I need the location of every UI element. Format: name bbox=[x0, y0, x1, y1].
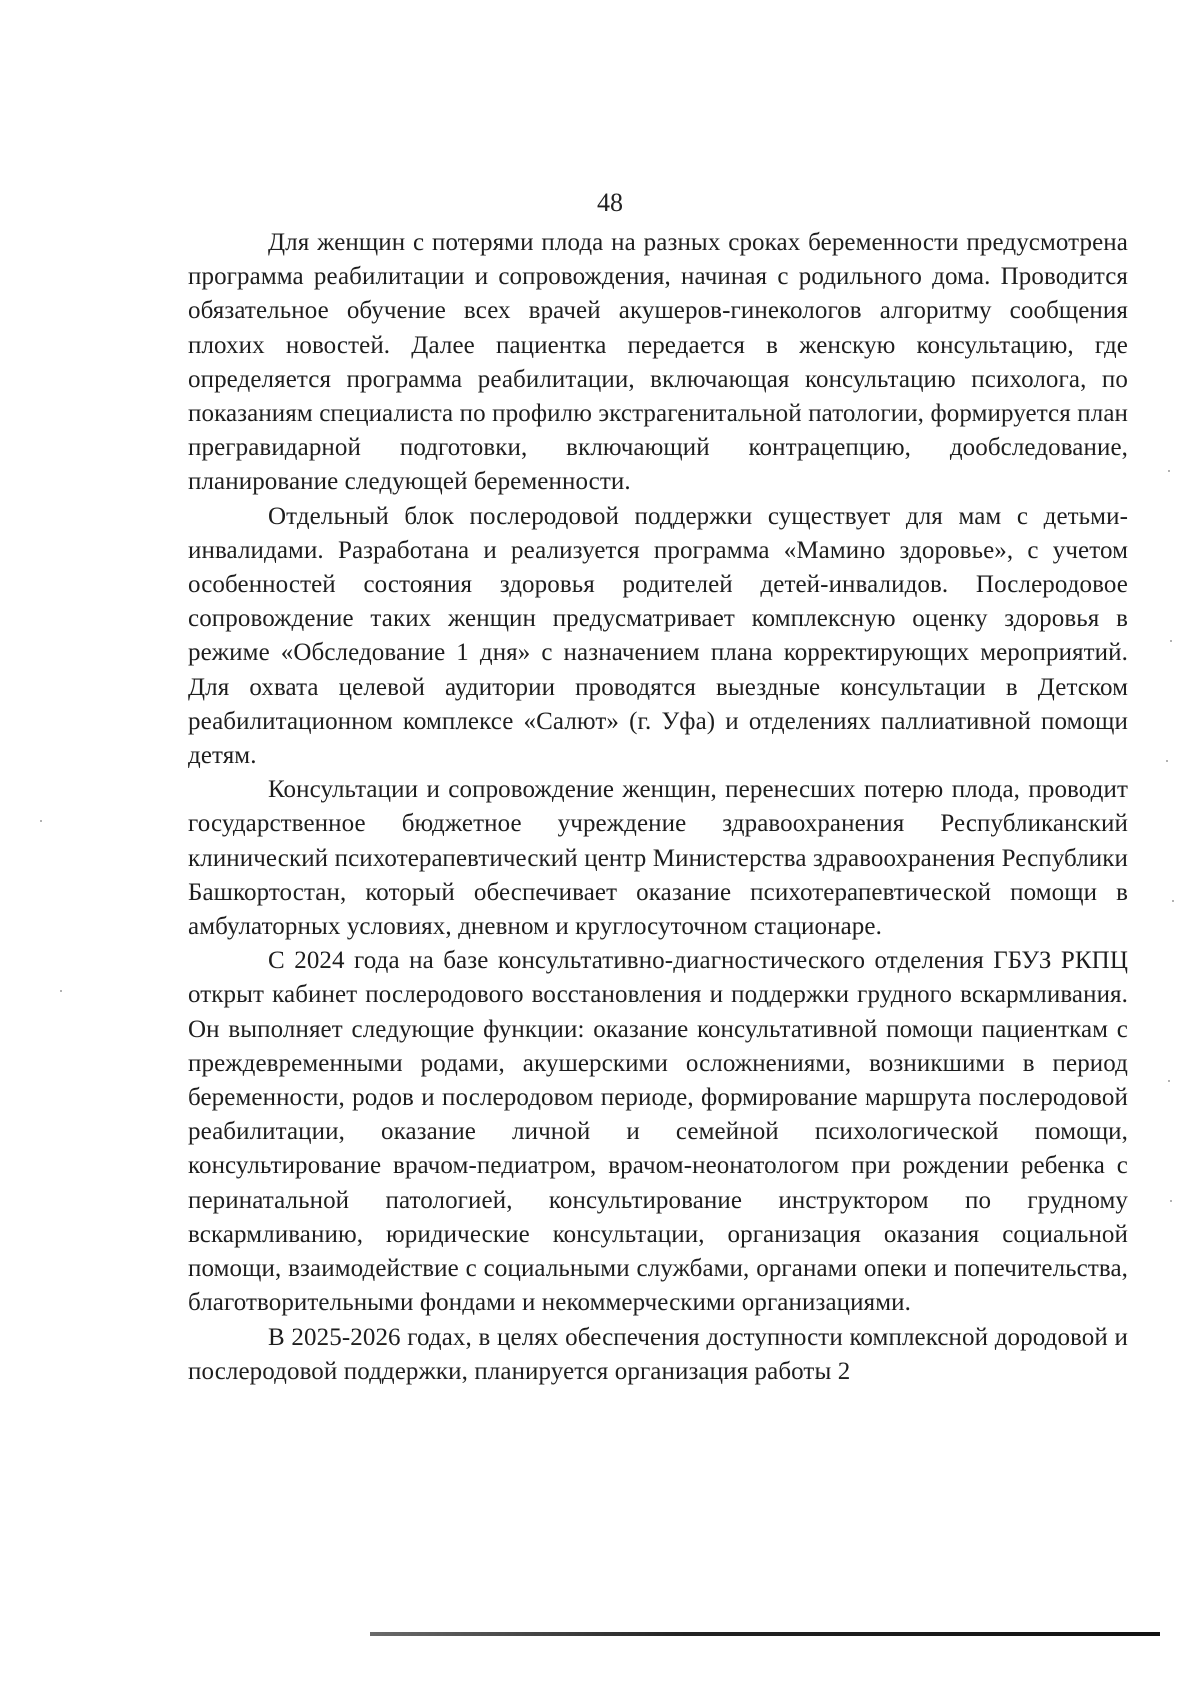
scan-speck bbox=[1172, 900, 1174, 902]
scan-speck bbox=[60, 990, 62, 992]
scan-speck bbox=[1168, 1080, 1170, 1082]
paragraph-pregnancy-loss-rehabilitation: Для женщин с потерями плода на разных сроках беременности предусмотрена программа реабилитации и сопровождения, начиная с родильного дома. Проводится обязательное обучение всех врачей акушеров-гинекологов алгоритму сообщения плохих новостей. Далее пациентка передается в женскую консультацию, где определяется программа реабилитации, включающая консультацию психолога, по показаниям специалиста по профилю экстрагенитальной патологии, формируется план прегравидарной подготовки, включающий контрацепцию, дообследование, планирование следующей беременности. bbox=[188, 229, 1128, 496]
paragraph-postpartum-office-2024: С 2024 года на базе консультативно-диагностического отделения ГБУЗ РКПЦ открыт кабинет послеродового восстановления и поддержки грудного вскармливания. Он выполняет следующие функции: оказание консультативной помощи пациенткам с преждевременными родами, акушерскими осложнениями, возникшими в период беременности, родов и послеродовом периоде, формирование маршрута послеродовой реабилитации, оказание личной и семейной психологической помощи, консультирование врачом-педиатром, врачом-неонатологом при рождении ребенка с перинатальной патологией, консультирование инструктором по грудному вскармливанию, юридические консультации, организация оказания социальной помощи, взаимодействие с социальными службами, органами опеки и попечительства, благотворительными фондами и некоммерческими организациями. bbox=[188, 947, 1128, 1317]
scan-speck bbox=[1168, 470, 1170, 472]
bottom-scan-line bbox=[370, 1632, 1160, 1636]
document-body bbox=[188, 226, 1128, 1389]
page-number: 48 bbox=[597, 188, 623, 217]
scan-speck bbox=[1170, 640, 1172, 642]
scan-speck bbox=[40, 820, 42, 822]
paragraph-psychotherapy-center: Консультации и сопровождение женщин, перенесших потерю плода, проводит государственное бюджетное учреждение здравоохранения Республиканский клинический психотерапевтический центр Министерства здравоохранения Республики Башкортостан, который обеспечивает оказание психотерапевтической помощи в амбулаторных условиях, дневном и круглосуточном стационаре. bbox=[188, 776, 1128, 941]
scan-speck bbox=[1170, 1200, 1172, 1202]
paragraph-plans-2025-2026: В 2025-2026 годах, в целях обеспечения доступности комплексной дородовой и послеродовой поддержки, планируется организация работы 2 bbox=[188, 1323, 1128, 1385]
scan-speck bbox=[1166, 760, 1168, 762]
paragraph-disabled-children-mothers: Отдельный блок послеродовой поддержки существует для мам с детьми-инвалидами. Разработана и реализуется программа «Мамино здоровье», с учетом особенностей состояния здоровья родителей детей-инвалидов. Послеродовое сопровождение таких женщин предусматривает комплексную оценку здоровья в режиме «Обследование 1 дня» с назначением плана корректирующих мероприятий. Для охвата целевой аудитории проводятся выездные консультации в Детском реабилитационном комплексе «Салют» (г. Уфа) и отделениях паллиативной помощи детям. bbox=[188, 502, 1128, 770]
